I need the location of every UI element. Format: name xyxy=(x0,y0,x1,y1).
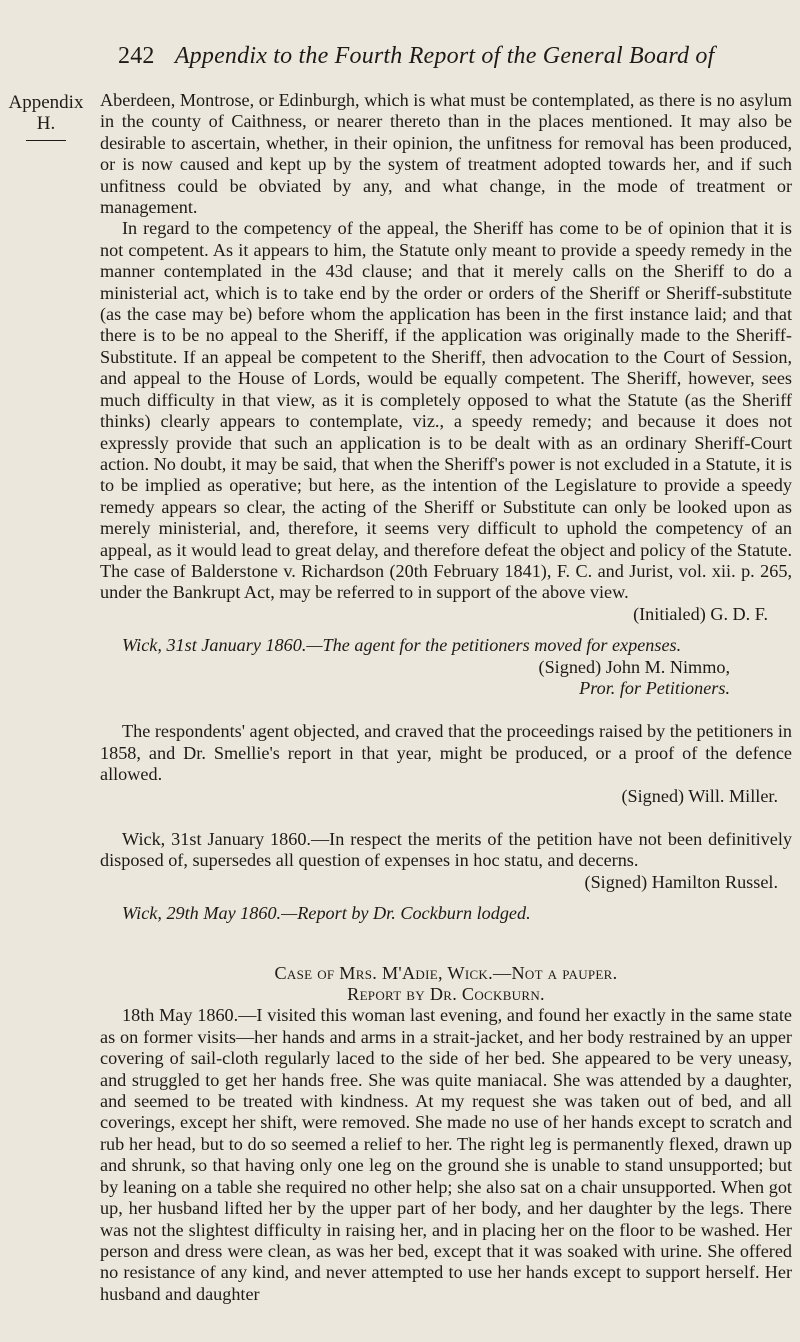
running-title: Appendix to the Fourth Report of the General Board of xyxy=(174,43,715,69)
margin-note xyxy=(6,92,86,141)
running-header xyxy=(118,43,778,70)
margin-rule xyxy=(26,140,66,141)
signature-nimmo-role: Pror. for Petitioners. xyxy=(579,677,730,698)
paragraph-2: In regard to the competency of the appeal, the Sheriff has come to be of opinion that it is not competent. As it appears to him, the Statute only meant to provide a speedy remedy in the manner contemplated in the 43d clause; and that it merely calls on the Sheriff to do a ministerial act, which is to take end by the order or orders of the Sheriff or Sheriff-substitute (as the case may be) before whom the application has been in the first instance laid; and that there is to be no appeal to the Sheriff, if the application was originally made to the Sheriff-Substitute. If an appeal be competent to the Sheriff, then advocation to the Court of Session, and appeal to the House of Lords, would be equally competent. The Sheriff, however, sees much difficulty in that view, as it is completely opposed to what the Statute (as the Sheriff thinks) clearly appears to contemplate, viz., a speedy remedy; and because it does not expressly provide that such an application is to be dealt with as an ordinary Sheriff-Court action. No doubt, it may be said, that when the Sheriff's power is not excluded in a Statute, it is to be implied as operative; but here, as the intention of the Legislature to provide a speedy remedy appears so clear, the acting of the Sheriff or Substitute can only be looked upon as merely ministerial, and, therefore, it seems very difficult to uphold the competency of an appeal, as it would lead to great delay, and therefore defeat the object and policy of the Statute. The case of Balderstone v. Richardson (20th February 1841), F. C. and Jurist, vol. xii. p. 265, under the Bankrupt Act, may be referred to in support of the above view. xyxy=(100,218,792,603)
paragraph-4: The respondents' agent objected, and craved that the proceedings raised by the petitioners in 1858, and Dr. Smellie's report in that year, might be produced, or a proof of the defence allowed. xyxy=(100,721,792,785)
paragraph-3: Wick, 31st January 1860.—The agent for the petitioners moved for expenses. xyxy=(122,635,682,656)
margin-label: Appendix xyxy=(8,92,84,113)
case-heading: Case of Mrs. M'Adie, Wick.—Not a pauper. xyxy=(274,962,618,983)
paragraph-1: Aberdeen, Montrose, or Edinburgh, which is what must be contemplated, as there is no asylum in the county of Caithness, or nearer thereto than in the places mentioned. It may also be desirable to ascertain, whether, in their opinion, the unfitness for removal has been produced, or is now caused and kept up by the system of treatment adopted towards her, and if such unfitness could be obviated by any, and what change, in the mode of treatment or management. xyxy=(100,90,792,218)
paragraph-5: Wick, 31st January 1860.—In respect the merits of the petition have not been definitively disposed of, supersedes all question of expenses in hoc statu, and decerns. xyxy=(100,829,792,871)
paragraph-7: 18th May 1860.—I visited this woman last evening, and found her exactly in the same state as on former visits—her hands and arms in a strait-jacket, and her body restrained by an upper covering of sail-cloth regularly laced to the side of her bed. She appeared to be very uneasy, and struggled to get her hands free. She was quite maniacal. She was attended by a daughter, and seemed to be treated with kindness. At my request she was taken out of bed, and all coverings, except her shift, were removed. She made no use of her hands except to scratch and rub her head, but to do so seemed a relief to her. The right leg is permanently flexed, drawn up and shrunk, so that having only one leg on the ground she is unable to stand unsupported; but by leaning on a table she required no other help; she also sat on a chair unsupported. When got up, her husband lifted her by the upper part of her body, and her daughter by the legs. There was not the slightest difficulty in raising her, and in placing her on the floor to be washed. Her person and dress were clean, as was her bed, except that it was soaked with urine. She offered no resistance of any kind, and never attempted to use her hands except to support herself. Her husband and daughter xyxy=(100,1005,792,1304)
signature-russel: (Signed) Hamilton Russel. xyxy=(584,871,778,892)
signature-miller: (Signed) Will. Miller. xyxy=(621,785,778,806)
report-heading: Report by Dr. Cockburn. xyxy=(347,984,545,1005)
initialed-line: (Initialed) G. D. F. xyxy=(633,603,768,624)
margin-sub: H. xyxy=(36,113,56,134)
paragraph-6: Wick, 29th May 1860.—Report by Dr. Cockburn lodged. xyxy=(122,903,531,924)
page-body xyxy=(100,90,792,1305)
page-number: 242 xyxy=(118,43,155,69)
signature-nimmo: (Signed) John M. Nimmo, xyxy=(538,656,730,677)
